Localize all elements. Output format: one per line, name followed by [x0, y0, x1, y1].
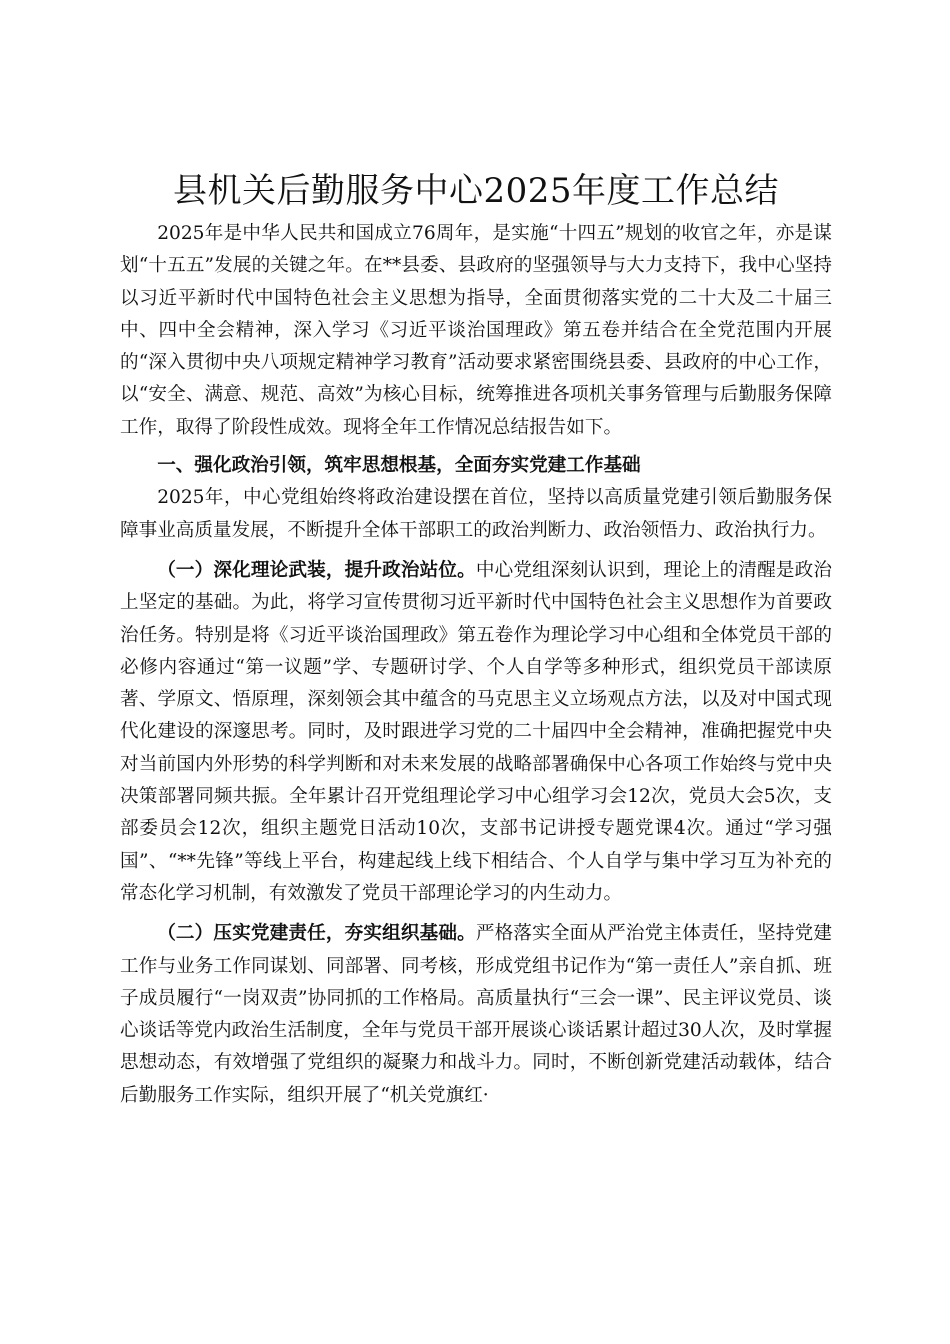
- intro-paragraph: 2025年是中华人民共和国成立76周年，是实施“十四五”规划的收官之年，亦是谋划“十五五”发展的关键之年。在**县委、县政府的坚强领导与大力支持下，我中心坚持以习近平新时代中国特色社会主义思想为指导，全面贯彻落实党的二十大及二十届三中、四中全会精神，深入学习《习近平谈治国理政》第五卷并结合在全党范围内开展的“深入贯彻中央八项规定精神学习教育”活动要求紧密围绕县委、县政府的中心工作，以“安全、满意、规范、高效”为核心目标，统筹推进各项机关事务管理与后勤服务保障工作，取得了阶段性成效。现将全年工作情况总结报告如下。: [120, 223, 832, 438]
- section-1-item-2-body: 严格落实全面从严治党主体责任，坚持党建工作与业务工作同谋划、同部署、同考核，形成党组书记作为“第一责任人”亲自抓、班子成员履行“一岗双责”协同抓的工作格局。高质量执行“三会一课”、民主评议党员、谈心谈话等党内政治生活制度，全年与党员干部开展谈心谈话累计超过30人次，及时掌握思想动态，有效增强了党组织的凝聚力和战斗力。同时，不断创新党建活动载体，结合后勤服务工作实际，组织开展了“机关党旗红·: [120, 923, 832, 1106]
- document-title: 县机关后勤服务中心2025年度工作总结: [172, 171, 780, 211]
- document-page: [120, 168, 832, 1112]
- section-1-intro-paragraph: 2025年，中心党组始终将政治建设摆在首位，坚持以高质量党建引领后勤服务保障事业高质量发展，不断提升全体干部职工的政治判断力、政治领悟力、政治执行力。: [120, 487, 832, 541]
- section-1-item-1-lead: （一）深化理论武装，提升政治站位。: [157, 559, 476, 581]
- section-1-item-2-paragraph: [120, 918, 832, 1112]
- section-1-item-2-lead: （二）压实党建责任，夯实组织基础。: [157, 923, 476, 945]
- section-1-item-1-paragraph: [120, 555, 832, 910]
- section-1-heading: 一、强化政治引领，筑牢思想根基，全面夯实党建工作基础: [157, 455, 641, 477]
- section-1-item-1-body: 中心党组深刻认识到，理论上的清醒是政治上坚定的基础。为此，将学习宣传贯彻习近平新时代中国特色社会主义思想作为首要政治任务。特别是将《习近平谈治国理政》第五卷作为理论学习中心组和全体党员干部的必修内容通过“第一议题”学、专题研讨学、个人自学等多种形式，组织党员干部读原著、学原文、悟原理，深刻领会其中蕴含的马克思主义立场观点方法，以及对中国式现代化建设的深邃思考。同时，及时跟进学习党的二十届四中全会精神，准确把握党中央对当前国内外形势的科学判断和对未来发展的战略部署确保中心各项工作始终与党中央决策部署同频共振。全年累计召开党组理论学习中心组学习会12次，党员大会5次，支部委员会12次，组织主题党日活动10次，支部书记讲授专题党课4次。通过“学习强国”、“**先锋”等线上平台，构建起线上线下相结合、个人自学与集中学习互为补充的常态化学习机制，有效激发了党员干部理论学习的内生动力。: [120, 559, 832, 904]
